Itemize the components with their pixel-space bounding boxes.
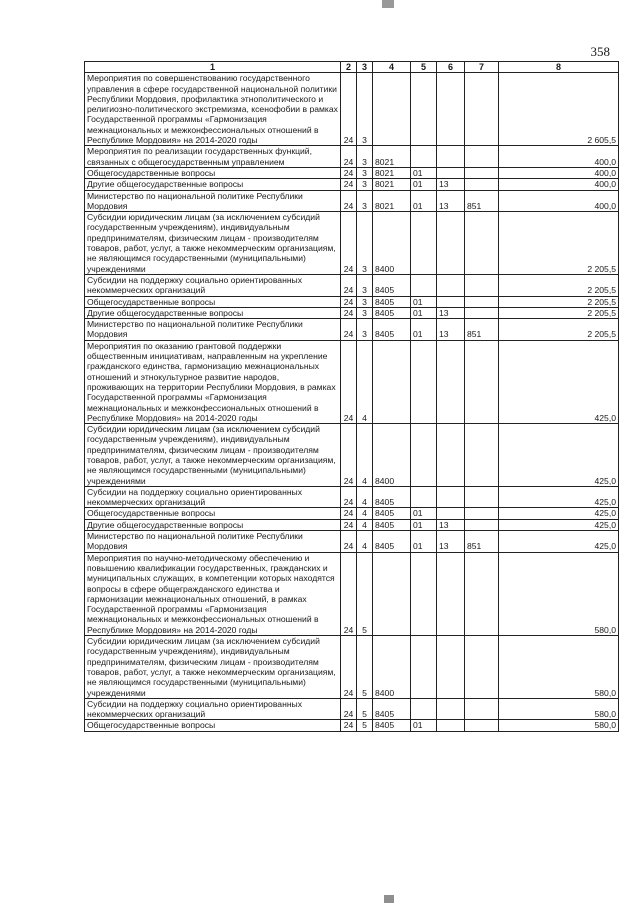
row-code-4: 8021 [373, 167, 411, 178]
row-code-3: 3 [357, 319, 373, 341]
row-code-5 [411, 146, 437, 168]
row-code-2: 24 [341, 212, 357, 275]
row-code-7 [465, 212, 499, 275]
row-code-6: 13 [437, 531, 465, 553]
row-name-text: Мероприятия по совершенствованию государственного управления в сфере государственной национальной политики Республики Мордовия, профилактика этнополитического и религиозно-политического экстремизма, ксенофобии в рамках Государственной программы «Гармонизация межнациональных и межконфессиональных отношений в Республике Мордовия» на 2014-2020 годы [87, 73, 338, 146]
row-amount: 2 205,5 [499, 212, 619, 275]
row-amount: 425,0 [499, 531, 619, 553]
row-code-6 [437, 486, 465, 508]
row-code-6 [437, 296, 465, 307]
row-code-7 [465, 167, 499, 178]
row-code-3: 3 [357, 190, 373, 212]
header-col-5: 5 [411, 62, 437, 73]
row-code-3: 4 [357, 424, 373, 487]
row-code-5 [411, 486, 437, 508]
row-code-3: 5 [357, 698, 373, 720]
row-name [85, 167, 341, 178]
scan-mark-top [382, 0, 394, 8]
header-col-3: 3 [357, 62, 373, 73]
row-code-2: 24 [341, 552, 357, 635]
table-row [85, 212, 619, 275]
row-name-text: Министерство по национальной политике Республики Мордовия [87, 190, 303, 211]
row-name-text: Субсидии на поддержку социально ориентированных некоммерческих организаций [87, 486, 303, 508]
row-name [85, 274, 341, 296]
table-row [85, 519, 619, 530]
row-code-2: 24 [341, 319, 357, 341]
row-name [85, 636, 341, 699]
table-row [85, 486, 619, 508]
row-code-7 [465, 698, 499, 720]
row-code-5: 01 [411, 720, 437, 731]
row-code-3: 3 [357, 146, 373, 168]
table-row [85, 698, 619, 720]
row-code-3: 4 [357, 531, 373, 553]
row-code-2: 24 [341, 146, 357, 168]
row-code-3: 4 [357, 519, 373, 530]
row-name [85, 73, 341, 146]
row-name [85, 698, 341, 720]
row-amount: 580,0 [499, 720, 619, 731]
row-code-6 [437, 167, 465, 178]
row-name-text: Субсидии юридическим лицам (за исключением субсидий государственным учреждениям), индивидуальным предпринимателям, физическим лицам - производителям товаров, работ, услуг, а также некоммерческим организациям, не являющимся государственными (муниципальными) учреждениями [87, 212, 336, 274]
row-code-6 [437, 212, 465, 275]
row-code-6: 13 [437, 307, 465, 318]
row-name-text: Мероприятия по оказанию грантовой поддержки общественным инициативам, направленным на укрепление гражданского единства, гармонизацию межнациональных отношений и этнокультурное развитие народов, проживающих на территории Республики Мордовия, в рамках Государственной программы «Гармонизация межнациональных и межконфессиональных отношений в Республике Мордовия» на 2014-2020 годы [87, 340, 336, 423]
row-code-3: 5 [357, 552, 373, 635]
row-name-text: Другие общегосударственные вопросы [87, 307, 244, 318]
row-code-4: 8405 [373, 274, 411, 296]
row-code-7 [465, 552, 499, 635]
row-code-4 [373, 340, 411, 423]
row-code-5: 01 [411, 531, 437, 553]
row-code-4: 8405 [373, 519, 411, 530]
row-code-2: 24 [341, 179, 357, 190]
row-amount: 425,0 [499, 508, 619, 519]
row-code-7 [465, 307, 499, 318]
page-number: 358 [590, 44, 610, 59]
row-name-text: Общегосударственные вопросы [87, 508, 216, 519]
row-code-6: 13 [437, 319, 465, 341]
table-row [85, 179, 619, 190]
row-code-7 [465, 486, 499, 508]
row-code-4: 8400 [373, 636, 411, 699]
row-code-6 [437, 73, 465, 146]
row-amount: 400,0 [499, 190, 619, 212]
row-name [85, 486, 341, 508]
row-amount: 580,0 [499, 698, 619, 720]
row-code-2: 24 [341, 508, 357, 519]
table-row [85, 73, 619, 146]
row-code-4: 8405 [373, 698, 411, 720]
row-code-2: 24 [341, 531, 357, 553]
row-code-2: 24 [341, 720, 357, 731]
row-code-5 [411, 73, 437, 146]
row-code-2: 24 [341, 307, 357, 318]
row-name-text: Общегосударственные вопросы [87, 167, 216, 178]
header-col-1: 1 [85, 62, 341, 73]
row-name [85, 212, 341, 275]
row-code-3: 3 [357, 212, 373, 275]
scan-mark-bottom [384, 895, 394, 903]
table-row [85, 552, 619, 635]
row-name-text: Мероприятия по реализации государственных функций, связанных с общегосударственным управлением [87, 146, 312, 167]
header-col-4: 4 [373, 62, 411, 73]
row-code-7 [465, 519, 499, 530]
row-code-7 [465, 274, 499, 296]
row-code-7 [465, 424, 499, 487]
row-amount: 580,0 [499, 552, 619, 635]
table-row [85, 307, 619, 318]
row-amount: 400,0 [499, 167, 619, 178]
row-name [85, 319, 341, 341]
row-code-5 [411, 636, 437, 699]
row-code-2: 24 [341, 296, 357, 307]
header-col-8: 8 [499, 62, 619, 73]
row-name-text: Министерство по национальной политике Республики Мордовия [87, 319, 303, 340]
row-code-3: 3 [357, 296, 373, 307]
row-name-text: Другие общегосударственные вопросы [87, 179, 244, 190]
row-name [85, 531, 341, 553]
row-name [85, 508, 341, 519]
row-code-7 [465, 179, 499, 190]
row-code-6 [437, 698, 465, 720]
table-row [85, 424, 619, 487]
row-code-4: 8400 [373, 212, 411, 275]
row-code-2: 24 [341, 424, 357, 487]
table-row [85, 319, 619, 341]
row-code-4: 8405 [373, 508, 411, 519]
row-code-7 [465, 720, 499, 731]
row-code-6 [437, 274, 465, 296]
table-row [85, 636, 619, 699]
table-row [85, 340, 619, 423]
row-code-2: 24 [341, 190, 357, 212]
row-name [85, 519, 341, 530]
row-amount: 425,0 [499, 340, 619, 423]
row-name [85, 340, 341, 423]
row-code-4: 8405 [373, 486, 411, 508]
row-code-5 [411, 274, 437, 296]
row-code-5 [411, 552, 437, 635]
row-amount: 580,0 [499, 636, 619, 699]
row-code-7: 851 [465, 190, 499, 212]
table-row [85, 167, 619, 178]
row-code-7: 851 [465, 531, 499, 553]
row-code-6 [437, 340, 465, 423]
row-name-text: Другие общегосударственные вопросы [87, 519, 244, 530]
row-code-2: 24 [341, 698, 357, 720]
table-row [85, 190, 619, 212]
row-code-7 [465, 146, 499, 168]
row-code-7 [465, 508, 499, 519]
row-name-text: Субсидии на поддержку социально ориентированных некоммерческих организаций [87, 698, 303, 720]
row-name [85, 307, 341, 318]
row-name [85, 179, 341, 190]
row-code-3: 3 [357, 167, 373, 178]
row-code-7 [465, 73, 499, 146]
row-code-3: 4 [357, 508, 373, 519]
header-col-6: 6 [437, 62, 465, 73]
row-code-4: 8400 [373, 424, 411, 487]
row-code-4: 8021 [373, 179, 411, 190]
row-code-7 [465, 636, 499, 699]
row-amount: 2 205,5 [499, 274, 619, 296]
row-code-5: 01 [411, 319, 437, 341]
row-code-2: 24 [341, 73, 357, 146]
row-code-4 [373, 73, 411, 146]
row-name [85, 424, 341, 487]
budget-table [84, 61, 619, 732]
row-name-text: Общегосударственные вопросы [87, 720, 216, 731]
row-code-5: 01 [411, 167, 437, 178]
row-code-3: 3 [357, 73, 373, 146]
row-code-2: 24 [341, 519, 357, 530]
header-col-2: 2 [341, 62, 357, 73]
row-name-text: Общегосударственные вопросы [87, 296, 216, 307]
row-name-text: Субсидии юридическим лицам (за исключением субсидий государственным учреждениям), индивидуальным предпринимателям, физическим лицам - производителям товаров, работ, услуг, а также некоммерческим организациям, не являющимся государственными (муниципальными) учреждениями [87, 636, 336, 698]
row-amount: 400,0 [499, 146, 619, 168]
row-amount: 400,0 [499, 179, 619, 190]
row-code-5: 01 [411, 307, 437, 318]
row-code-4: 8405 [373, 307, 411, 318]
row-code-2: 24 [341, 486, 357, 508]
table-row [85, 146, 619, 168]
row-code-2: 24 [341, 167, 357, 178]
row-code-5: 01 [411, 190, 437, 212]
row-code-3: 5 [357, 636, 373, 699]
row-amount: 2 205,5 [499, 296, 619, 307]
row-code-6 [437, 508, 465, 519]
header-col-7: 7 [465, 62, 499, 73]
row-code-6: 13 [437, 519, 465, 530]
row-code-3: 3 [357, 274, 373, 296]
table-row [85, 274, 619, 296]
row-amount: 2 205,5 [499, 319, 619, 341]
row-code-6: 13 [437, 190, 465, 212]
table-row [85, 720, 619, 731]
row-code-2: 24 [341, 340, 357, 423]
row-code-7: 851 [465, 319, 499, 341]
row-code-6 [437, 720, 465, 731]
row-name [85, 190, 341, 212]
row-name-text: Мероприятия по научно-методическому обеспечению и повышению квалификации государственных, гражданских и муниципальных служащих, в компетенции которых находятся вопросы в сфере общегражданского единства и гармонизации межнациональных отношений, в рамках Государственной программы «Гармонизация межнациональных и межконфессиональных отношений в Республике Мордовия» на 2014-2020 годы [87, 552, 335, 635]
row-amount: 425,0 [499, 424, 619, 487]
row-code-2: 24 [341, 274, 357, 296]
row-name [85, 296, 341, 307]
row-code-5: 01 [411, 519, 437, 530]
row-name-text: Субсидии на поддержку социально ориентированных некоммерческих организаций [87, 274, 303, 296]
row-code-3: 3 [357, 179, 373, 190]
row-amount: 2 205,5 [499, 307, 619, 318]
row-code-4: 8021 [373, 146, 411, 168]
row-code-4: 8405 [373, 296, 411, 307]
table-header-row [85, 62, 619, 73]
row-name [85, 552, 341, 635]
table-row [85, 296, 619, 307]
table-row [85, 508, 619, 519]
row-amount: 2 605,5 [499, 73, 619, 146]
row-name [85, 720, 341, 731]
row-code-2: 24 [341, 636, 357, 699]
row-code-5: 01 [411, 296, 437, 307]
row-amount: 425,0 [499, 519, 619, 530]
row-code-6 [437, 146, 465, 168]
row-code-3: 5 [357, 720, 373, 731]
row-code-5: 01 [411, 179, 437, 190]
row-code-6 [437, 424, 465, 487]
table-row [85, 531, 619, 553]
row-name-text: Министерство по национальной политике Республики Мордовия [87, 531, 303, 552]
row-code-4: 8405 [373, 531, 411, 553]
row-code-3: 4 [357, 486, 373, 508]
row-code-7 [465, 296, 499, 307]
row-code-6 [437, 552, 465, 635]
row-code-4 [373, 552, 411, 635]
row-code-4: 8405 [373, 720, 411, 731]
row-code-5 [411, 424, 437, 487]
row-amount: 425,0 [499, 486, 619, 508]
row-code-6 [437, 636, 465, 699]
row-code-7 [465, 340, 499, 423]
row-code-4: 8405 [373, 319, 411, 341]
row-code-6: 13 [437, 179, 465, 190]
row-code-3: 3 [357, 307, 373, 318]
row-code-5 [411, 212, 437, 275]
row-code-5 [411, 698, 437, 720]
row-code-4: 8021 [373, 190, 411, 212]
row-code-5 [411, 340, 437, 423]
row-name-text: Субсидии юридическим лицам (за исключением субсидий государственным учреждениям), индивидуальным предпринимателям, физическим лицам - производителям товаров, работ, услуг, а также некоммерческим организациям, не являющимся государственными (муниципальными) учреждениями [87, 424, 336, 486]
row-code-3: 4 [357, 340, 373, 423]
row-code-5: 01 [411, 508, 437, 519]
row-name [85, 146, 341, 168]
